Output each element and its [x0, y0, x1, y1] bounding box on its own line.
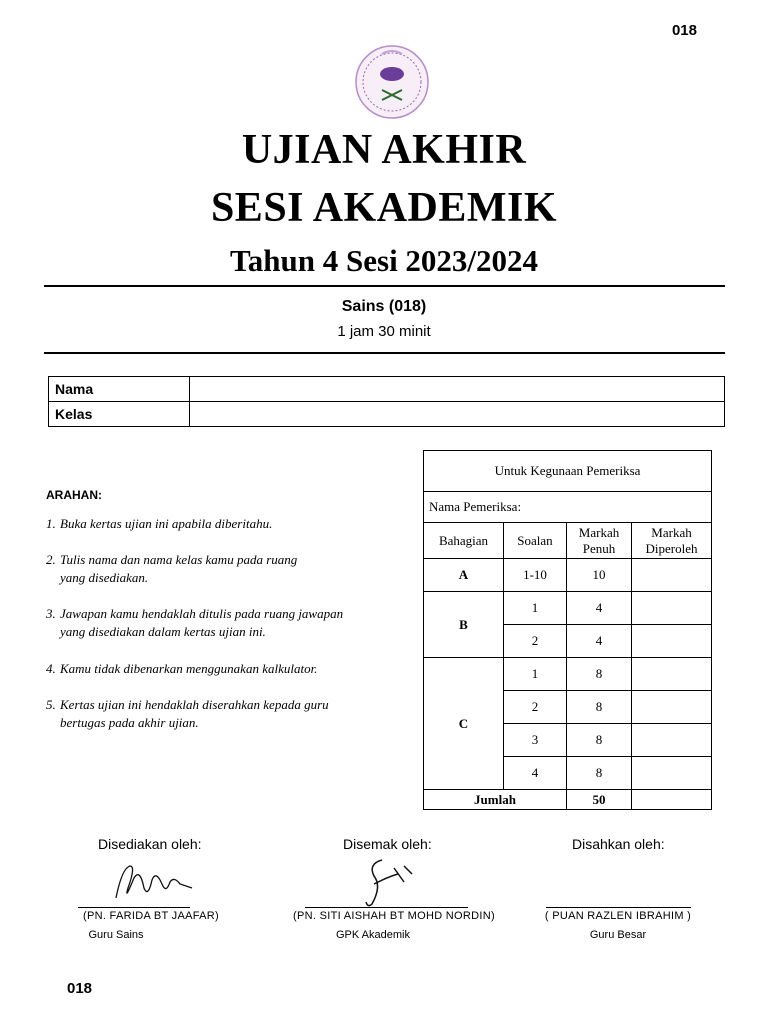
title-line-2: SESI AKADEMIK	[210, 185, 558, 231]
checked-by-name: (PN. SITI AISHAH BT MOHD NORDIN)	[293, 910, 495, 922]
instruction-text: Tulis nama dan nama kelas kamu pada ruang	[60, 552, 298, 567]
signature-line	[305, 907, 468, 908]
instruction-text: Buka kertas ujian ini apabila diberitahu.	[60, 516, 273, 531]
approved-by-name: ( PUAN RAZLEN IBRAHIM )	[544, 910, 692, 922]
instructions-heading: ARAHAN:	[46, 488, 102, 502]
instruction-text: Kertas ujian ini hendaklah diserahkan kepada guru	[60, 697, 329, 712]
examiner-marks-table	[423, 450, 712, 810]
signature-line	[78, 907, 190, 908]
col-header-question: Soalan	[504, 523, 567, 559]
subject: Sains (018)	[341, 298, 427, 315]
full-marks-cell: 8	[567, 658, 632, 691]
instruction-item	[46, 551, 396, 587]
instruction-text: Kamu tidak dibenarkan menggunakan kalkulator.	[60, 661, 318, 676]
question-cell: 2	[504, 691, 567, 724]
student-info-table	[48, 376, 725, 427]
prepared-by-heading: Disediakan oleh:	[98, 836, 202, 852]
instruction-text: Jawapan kamu hendaklah ditulis pada ruang jawapan	[60, 606, 344, 621]
approved-by-role: Guru Besar	[589, 929, 647, 941]
question-cell: 4	[504, 757, 567, 790]
full-marks-cell: 8	[567, 724, 632, 757]
duration: 1 jam 30 minit	[337, 323, 431, 340]
school-logo	[352, 44, 432, 120]
page-code-top: 018	[671, 22, 697, 39]
total-obtained-cell[interactable]	[632, 790, 712, 810]
signature-prepared	[108, 858, 198, 908]
title-line-1: UJIAN AKHIR	[241, 127, 527, 173]
marks-obtained-cell[interactable]	[632, 757, 712, 790]
instruction-number: 5.	[46, 697, 56, 712]
signature-line	[546, 907, 691, 908]
col-header-section: Bahagian	[424, 523, 504, 559]
name-label: Nama	[49, 377, 190, 402]
checked-by-heading: Disemak oleh:	[343, 836, 432, 852]
marks-obtained-cell[interactable]	[632, 625, 712, 658]
class-label: Kelas	[49, 402, 190, 427]
instruction-item	[46, 660, 396, 678]
question-cell: 3	[504, 724, 567, 757]
approved-by-heading: Disahkan oleh:	[572, 836, 665, 852]
divider-top	[44, 285, 725, 287]
question-cell: 2	[504, 625, 567, 658]
instruction-item	[46, 515, 396, 533]
instruction-number: 2.	[46, 552, 56, 567]
examiner-name-field[interactable]: Nama Pemeriksa:	[424, 492, 712, 523]
checked-by-role: GPK Akademik	[336, 929, 410, 941]
title-line-3: Tahun 4 Sesi 2023/2024	[229, 243, 539, 278]
instruction-text: yang disediakan.	[60, 570, 149, 585]
full-marks-cell: 4	[567, 625, 632, 658]
instruction-number: 1.	[46, 516, 56, 531]
col-header-marks-obtained: Markah Diperoleh	[632, 523, 712, 559]
marks-obtained-cell[interactable]	[632, 658, 712, 691]
total-label: Jumlah	[424, 790, 567, 810]
marks-obtained-cell[interactable]	[632, 559, 712, 592]
class-field[interactable]	[190, 402, 725, 427]
total-value: 50	[567, 790, 632, 810]
question-cell: 1-10	[504, 559, 567, 592]
section-c-label: C	[424, 658, 504, 790]
instruction-item	[46, 696, 396, 732]
instruction-number: 3.	[46, 606, 56, 621]
col-header-full-marks: Markah Penuh	[567, 523, 632, 559]
marks-obtained-cell[interactable]	[632, 592, 712, 625]
page-code-bottom: 018	[67, 980, 93, 997]
full-marks-cell: 8	[567, 691, 632, 724]
prepared-by-name: (PN. FARIDA BT JAAFAR)	[83, 910, 219, 922]
instruction-text: yang disediakan dalam kertas ujian ini.	[60, 624, 266, 639]
divider-bottom	[44, 352, 725, 354]
question-cell: 1	[504, 592, 567, 625]
marks-obtained-cell[interactable]	[632, 691, 712, 724]
marks-obtained-cell[interactable]	[632, 724, 712, 757]
section-a-label: A	[424, 559, 504, 592]
prepared-by-role: Guru Sains	[88, 929, 144, 941]
instruction-text: bertugas pada akhir ujian.	[60, 715, 199, 730]
signature-checked	[360, 854, 420, 910]
instruction-number: 4.	[46, 661, 56, 676]
marks-table-title: Untuk Kegunaan Pemeriksa	[424, 451, 712, 492]
full-marks-cell: 8	[567, 757, 632, 790]
instruction-item	[46, 605, 396, 641]
section-b-label: B	[424, 592, 504, 658]
name-field[interactable]	[190, 377, 725, 402]
full-marks-cell: 4	[567, 592, 632, 625]
full-marks-cell: 10	[567, 559, 632, 592]
question-cell: 1	[504, 658, 567, 691]
